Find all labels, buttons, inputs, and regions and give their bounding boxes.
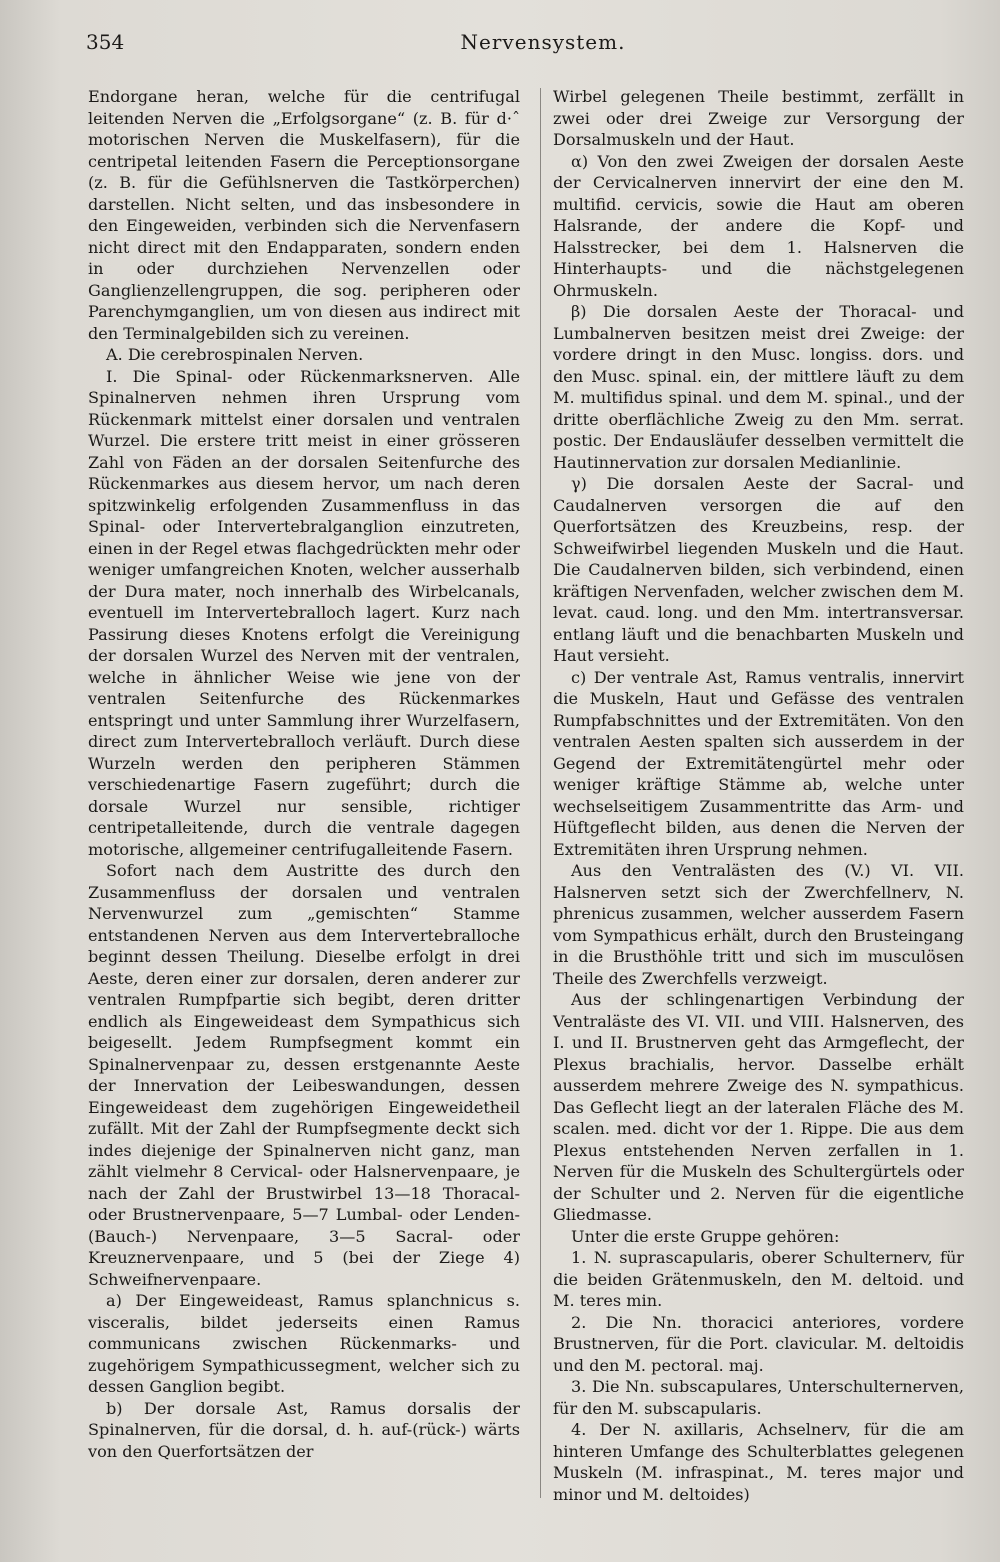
paragraph: I. Die Spinal- oder Rückenmarksnerven. Alle Spinalnerven nehmen ihren Ursprung vom Rückenmark mittelst einer dorsalen und ventralen Wurzel. Die erstere tritt meist in einer grösseren Zahl von Fäden an der dorsalen Seitenfurche des Rückenmarkes aus diesem hervor, um nach deren spitzwinkelig erfolgenden Zusammenfluss in das Spinal- oder Intervertebralganglion einzutreten, einen in der Regel etwas flachgedrückten mehr oder weniger umfangreichen Knoten, welcher ausserhalb der Dura mater, noch innerhalb des Wirbelcanals, eventuell im Intervertebralloch lagert. Kurz nach Passirung dieses Knotens erfolgt die Vereinigung der dorsalen Wurzel des Nerven mit der ventralen, welche in ähnlicher Weise wie jene von der ventralen Seitenfurche des Rückenmarkes entspringt und unter Sammlung ihrer Wurzelfasern, direct zum Intervertebralloch verläuft. Durch diese Wurzeln werden den peripheren Stämmen verschiedenartige Fasern zugeführt; durch die dorsale Wurzel nur sensible, richtiger centripetalleitende, durch die ventrale dagegen motorische, allgemeiner centrifugalleitende Fasern. [88, 366, 520, 859]
paragraph: Aus den Ventralästen des (V.) VI. VII. Halsnerven setzt sich der Zwerchfellnerv, N. phrenicus zusammen, welcher ausserdem Fasern vom Sympathicus erhält, durch den Brusteingang in die Brusthöhle tritt und sich im musculösen Theile des Zwerchfells verzweigt. [553, 861, 964, 988]
paragraph: Endorgane heran, welche für die centrifugal leitenden Nerven die „Erfolgsorgane“ (z. B. für d·ˆ motorischen Nerven die Muskelfasern), für die centripetal leitenden Fasern die Perceptionsorgane (z. B. für die Gefühlsnerven die Tastkörperchen) darstellen. Nicht selten, und das insbesondere in den Eingeweiden, verbinden sich die Nervenfasern nicht direct mit den Endapparaten, sondern enden in oder durchziehen Nervenzellen oder Ganglienzellengruppen, die sog. peripheren oder Parenchymganglien, um von diesen aus indirect mit den Terminalgebilden sich zu vereinen. [88, 87, 520, 343]
paragraph: Wirbel gelegenen Theile bestimmt, zerfällt in zwei oder drei Zweige zur Versorgung der Dorsalmuskeln und der Haut. [553, 87, 964, 149]
paragraph: α) Von den zwei Zweigen der dorsalen Aeste der Cervicalnerven innervirt der eine den M. multifid. cervicis, sowie die Haut am oberen Halsrande, der andere die Kopf- und Halsstrecker, bei dem 1. Halsnerven die Hinterhaupts- und die nächstgelegenen Ohrmuskeln. [553, 151, 964, 300]
page-header [86, 30, 960, 60]
running-title: Nervensystem. [460, 30, 626, 54]
list-item: 1. N. suprascapularis, oberer Schulternerv, für die beiden Grätenmuskeln, den M. deltoid. und M. teres min. [553, 1248, 964, 1310]
paragraph: γ) Die dorsalen Aeste der Sacral- und Caudalnerven versorgen die auf den Querfortsätzen des Kreuzbeins, resp. der Schweifwirbel liegenden Muskeln und die Haut. Die Caudalnerven bilden, sich verbindend, einen kräftigen Nervenfaden, welcher zwischen dem M. levat. caud. long. und den Mm. intertransversar. entlang läuft und die benachbarten Muskeln und Haut versieht. [553, 474, 964, 665]
right-column [553, 86, 964, 1505]
paragraph: b) Der dorsale Ast, Ramus dorsalis der Spinalnerven, für die dorsal, d. h. auf-(rück-) wärts von den Querfortsätzen der [88, 1398, 520, 1461]
paragraph: β) Die dorsalen Aeste der Thoracal- und Lumbalnerven besitzen meist drei Zweige: der vordere dringt in den Musc. longiss. dors. und den Musc. spinal. ein, der mittlere läuft zu dem M. multifidus spinal. und dem M. spinal., und der dritte oberflächliche Zweig zu den Mm. serrat. postic. Der Endausläufer desselben vermittelt die Hautinnervation zur dorsalen Medianlinie. [553, 302, 964, 472]
list-item: 3. Die Nn. subscapulares, Unterschulternerven, für den M. subscapularis. [553, 1377, 964, 1418]
section-heading: A. Die cerebrospinalen Nerven. [106, 345, 364, 364]
list-item: 4. Der N. axillaris, Achselnerv, für die am hinteren Umfange des Schulterblattes gelegenen Muskeln (M. infraspinat., M. teres major und minor und M. deltoides) [553, 1420, 964, 1504]
list-item: 2. Die Nn. thoracici anteriores, vordere Brustnerven, für die Port. clavicular. M. deltoidis und den M. pectoral. maj. [553, 1312, 964, 1375]
paragraph: a) Der Eingeweideast, Ramus splanchnicus s. visceralis, bildet jederseits einen Ramus communicans zwischen Rückenmarks- und zugehörigem Sympathicussegment, welcher sich zu dessen Ganglion begibt. [88, 1291, 520, 1396]
page-number: 354 [86, 30, 125, 54]
paragraph: Unter die erste Gruppe gehören: [571, 1226, 840, 1246]
paragraph: Aus der schlingenartigen Verbindung der Ventraläste des VI. VII. und VIII. Halsnerven, des I. und II. Brustnerven geht das Armgeflecht, der Plexus brachialis, hervor. Dasselbe erhält ausserdem mehrere Zweige des N. sympathicus. Das Geflecht liegt an der lateralen Fläche des M. scalen. med. dicht vor der 1. Rippe. Die aus dem Plexus entstehenden Nerven zerfallen in 1. Nerven für die Muskeln des Schultergürtels oder der Schulter und 2. Nerven für die eigentliche Gliedmasse. [553, 990, 964, 1224]
column-divider [540, 88, 541, 1498]
left-column [88, 86, 520, 1462]
paragraph: c) Der ventrale Ast, Ramus ventralis, innervirt die Muskeln, Haut und Gefässe des ventralen Rumpfabschnittes und der Extremitäten. Von den ventralen Aesten spalten sich ausserdem in der Gegend der Extremitätengürtel mehr oder weniger kräftige Stämme ab, welche unter wechselseitigem Zusammentritte das Arm- und Hüftgeflecht bilden, aus denen die Nerven der Extremitäten ihren Ursprung nehmen. [553, 667, 964, 859]
paragraph: Sofort nach dem Austritte des durch den Zusammenfluss der dorsalen und ventralen Nervenwurzel zum „gemischten“ Stamme entstandenen Nerven aus dem Intervertebralloche beginnt dessen Theilung. Dieselbe erfolgt in drei Aeste, deren einer zur dorsalen, deren anderer zur ventralen Rumpfpartie sich begibt, deren dritter endlich als Eingeweideast dem Sympathicus sich beigesellt. Jedem Rumpfsegment kommt ein Spinalnervenpaar zu, dessen erstgenannte Aeste der Innervation der Leibeswandungen, dessen Eingeweideast dem zugehörigen Eingeweidetheil zufällt. Mit der Zahl der Rumpfsegmente deckt sich indes diejenige der Spinalnerven nicht ganz, man zählt vielmehr 8 Cervical- oder Halsnervenpaare, je nach der Zahl der Brustwirbel 13—18 Thoracal- oder Brustnervenpaare, 5—7 Lumbal- oder Lenden-(Bauch-) Nervenpaare, 3—5 Sacral- oder Kreuznervenpaare, und 5 (bei der Ziege 4) Schweifnervenpaare. [88, 861, 520, 1289]
